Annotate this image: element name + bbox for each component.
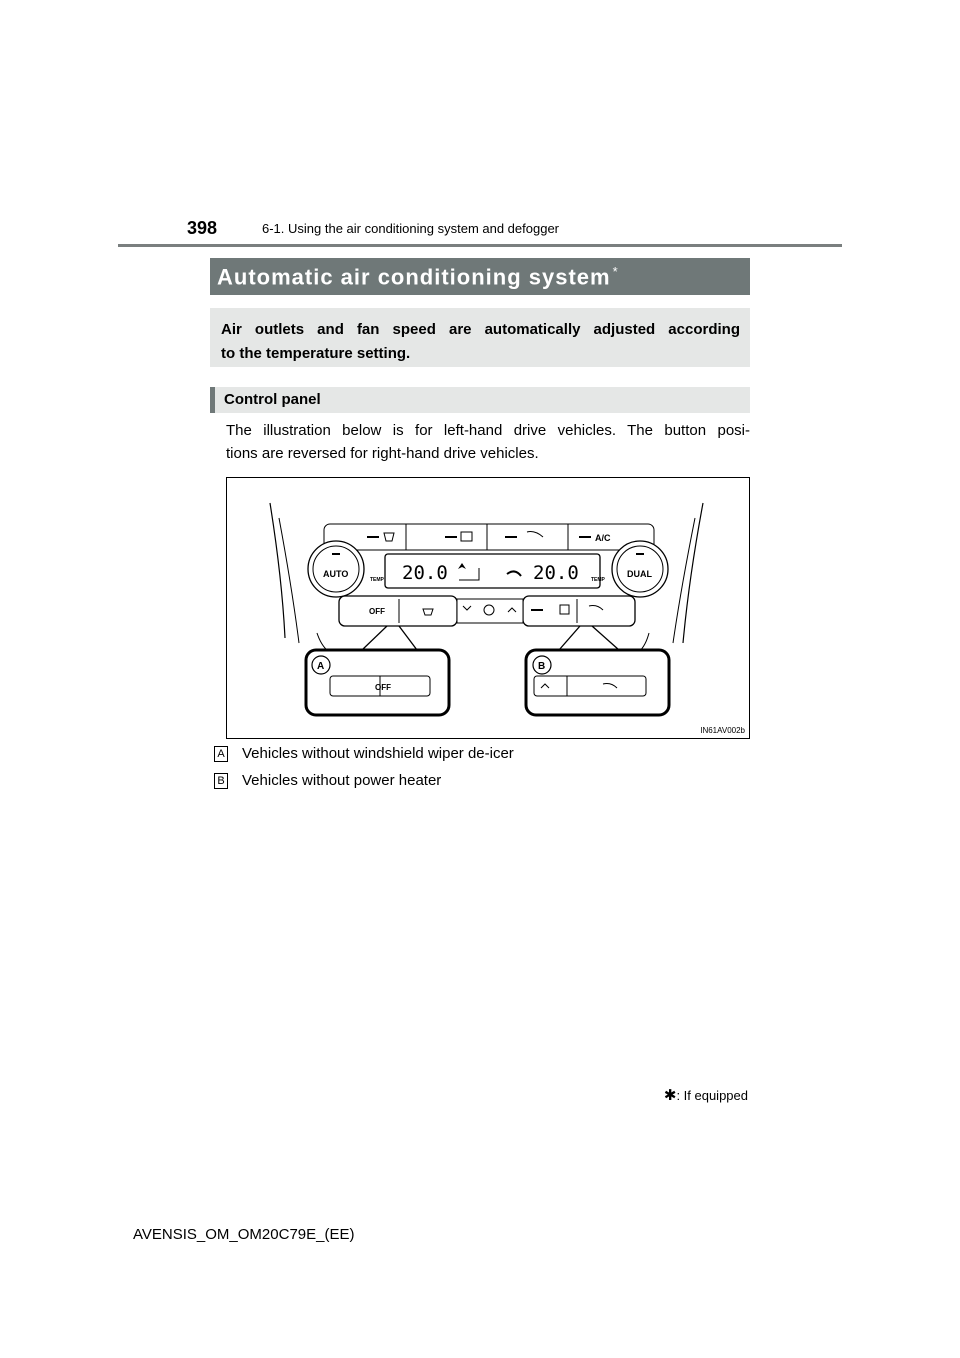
dual-label: DUAL: [627, 569, 652, 579]
off-label: OFF: [369, 607, 385, 616]
callout-b-text: Vehicles without power heater: [242, 772, 442, 789]
control-panel-illustration: [226, 477, 750, 739]
control-panel-heading: Control panel: [210, 387, 750, 413]
intro-paragraph: [226, 419, 750, 465]
intro-line-2: tions are reversed for right-hand drive vehicles.: [226, 445, 539, 462]
document-code: AVENSIS_OM_OM20C79E_(EE): [133, 1226, 355, 1243]
summary-line-2: to the temperature setting.: [221, 345, 411, 362]
control-panel-drawing: [227, 478, 749, 738]
right-temp-label: TEMP: [591, 577, 605, 583]
if-equipped-asterisk: *: [612, 264, 619, 279]
inset-b-marker: B: [538, 661, 546, 672]
left-temp-label: TEMP: [370, 577, 384, 583]
inset-a-marker: A: [317, 661, 325, 672]
callout-a-marker: A: [214, 746, 228, 762]
callout-b: [214, 772, 442, 789]
ac-label: A/C: [595, 533, 611, 543]
inset-a-off-label: OFF: [375, 683, 391, 692]
callout-a: [214, 745, 514, 762]
if-equipped-footnote: [664, 1086, 748, 1104]
intro-line-1: The illustration below is for left-hand drive vehicles. The button posi-: [226, 422, 750, 439]
left-temp-readout: 20.0: [402, 562, 448, 584]
footnote-star-icon: ✱: [663, 1087, 677, 1104]
callout-a-text: Vehicles without windshield wiper de-icer: [242, 745, 514, 762]
auto-label: AUTO: [323, 569, 349, 579]
callout-b-marker: B: [214, 773, 228, 789]
page-title: [210, 258, 750, 295]
footnote-text: : If equipped: [676, 1088, 748, 1103]
header-divider: [118, 244, 842, 247]
summary-line-1: Air outlets and fan speed are automatically adjusted according: [221, 321, 740, 338]
right-temp-readout: 20.0: [533, 562, 579, 584]
summary-box: [210, 308, 750, 367]
figure-code: IN61AV002b: [700, 726, 745, 735]
page-number: 398: [187, 218, 218, 238]
page-title-text: Automatic air conditioning system: [217, 264, 611, 290]
section-title: 6-1. Using the air conditioning system and defogger: [262, 221, 560, 236]
